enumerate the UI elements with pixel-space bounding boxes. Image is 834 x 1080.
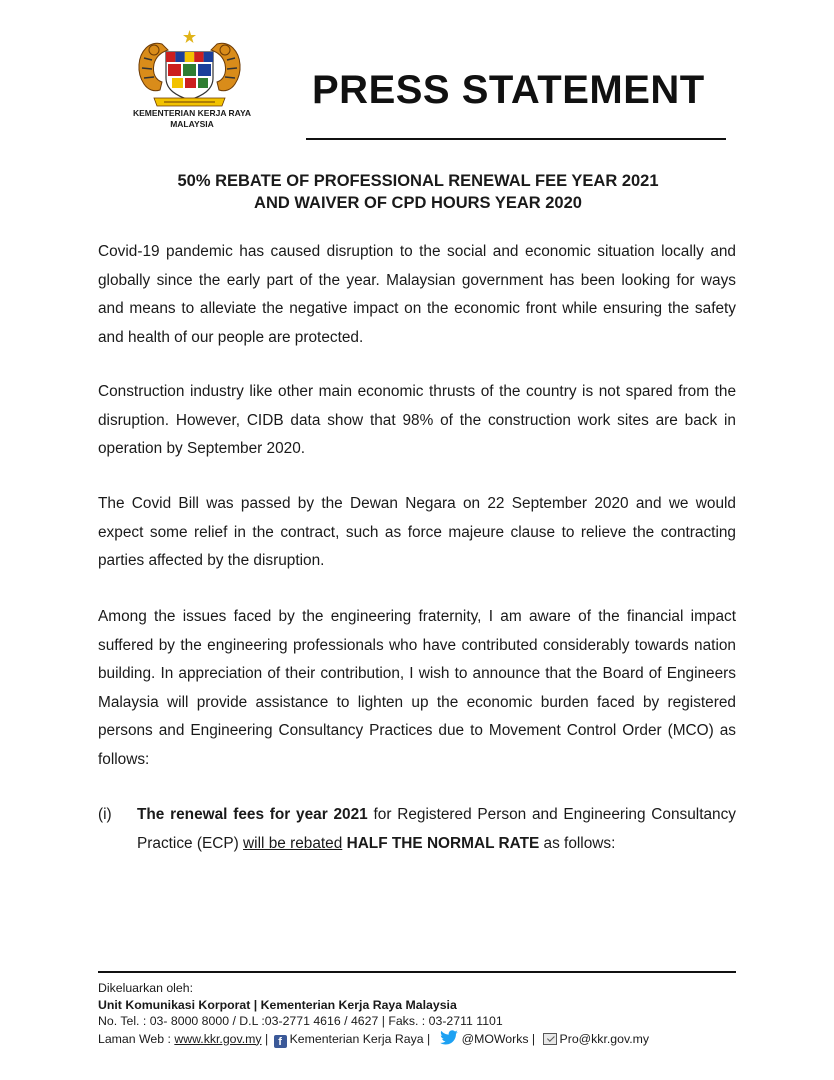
half-rate-bold: HALF THE NORMAL RATE <box>346 834 540 852</box>
ministry-name-line1: KEMENTERIAN KERJA RAYA <box>132 108 252 118</box>
paragraph-covid-disruption: Covid-19 pandemic has caused disruption to the social and economic situation locally and globally since the early part of the year. Malaysian government has been looking for ways and means to alleviate the negative impact on the economic front while ensuring the safety and health of our people are protected. <box>98 243 736 346</box>
footer-unit: Unit Komunikasi Korporat | Kementerian Kerja Raya Malaysia <box>98 997 457 1012</box>
renewal-fees-bold: The renewal fees for year 2021 <box>137 806 368 823</box>
facebook-page: Kementerian Kerja Raya | <box>289 1031 434 1046</box>
footer-issued-by: Dikeluarkan oleh: <box>98 981 194 995</box>
paragraph-construction-industry: Construction industry like other main economic thrusts of the country is not spared from the disruption. However, CIDB data show that 98% of the construction work sites are back in operation by September 2020. <box>98 383 736 457</box>
malaysia-coat-of-arms-logo <box>132 28 247 110</box>
header-divider <box>306 138 726 140</box>
statement-heading <box>98 170 738 214</box>
twitter-handle: @MOWorks | <box>461 1031 539 1046</box>
facebook-icon: f <box>274 1035 287 1048</box>
ministry-name <box>116 108 268 130</box>
renewal-text-c: as follows: <box>539 834 616 852</box>
footer <box>98 980 738 1048</box>
footer-social-row <box>98 1030 738 1048</box>
heading-line2: AND WAIVER OF CPD HOURS YEAR 2020 <box>254 194 582 212</box>
email-icon <box>543 1033 557 1045</box>
list-item-number: (i) <box>98 806 112 823</box>
paragraph-engineering-fraternity: Among the issues faced by the engineering fraternity, I am aware of the financial impact suffered by the engineering professionals who have contributed considerably towards nation building. In appreciation of their contribution, I wish to announce that the Board of Engineers Malaysia will provide assistance to lighten up the economic burden faced by registered persons and Engineering Consultancy Practices due to Movement Control Order (MCO) as follows: <box>98 608 736 768</box>
rebated-underlined: will be rebated <box>243 834 343 852</box>
web-label: Laman Web : <box>98 1031 175 1046</box>
press-statement-title: PRESS STATEMENT <box>312 68 705 112</box>
website-link[interactable]: www.kkr.gov.my <box>174 1031 262 1046</box>
footer-divider <box>98 971 736 973</box>
email-address: Pro@kkr.gov.my <box>559 1031 650 1046</box>
paragraph-covid-bill: The Covid Bill was passed by the Dewan Negara on 22 September 2020 and we would expect some relief in the contract, such as force majeure clause to relieve the contracting parties affected by the disruption. <box>98 495 736 569</box>
ministry-name-line2: MALAYSIA <box>170 119 214 129</box>
list-item-text <box>137 801 736 858</box>
heading-line1: 50% REBATE OF PROFESSIONAL RENEWAL FEE YEAR 2021 <box>177 172 659 190</box>
footer-contacts: No. Tel. : 03- 8000 8000 / D.L :03-2771 4616 / 4627 | Faks. : 03-2711 1101 <box>98 1014 503 1028</box>
twitter-icon <box>438 1030 460 1046</box>
renewal-text-a: for Registered Person and Engineering Consultancy Practice (ECP) <box>137 806 736 852</box>
footer-separator: | <box>261 1031 272 1046</box>
